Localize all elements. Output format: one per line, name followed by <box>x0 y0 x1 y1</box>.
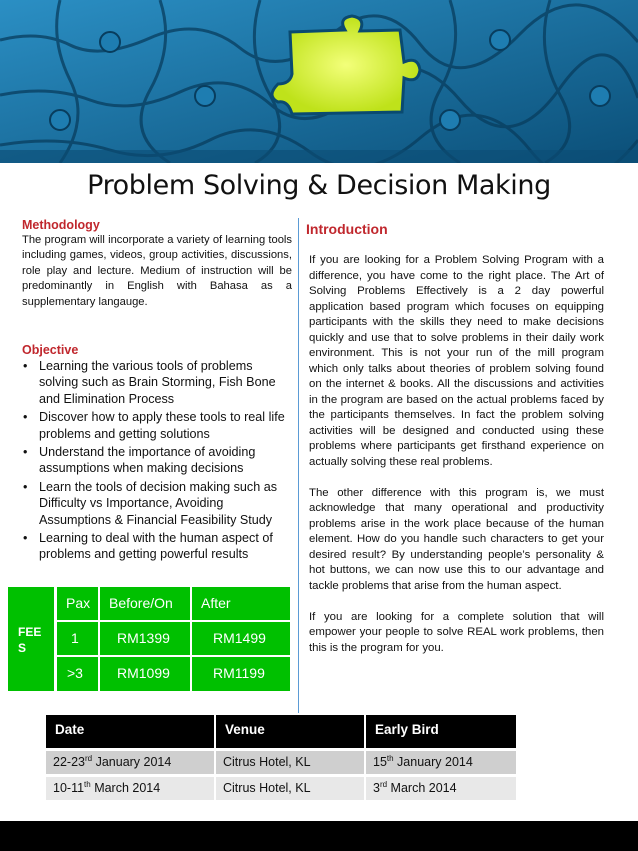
bullet-icon: • <box>23 479 28 494</box>
date-text: 22-23 <box>53 755 85 769</box>
fees-header-pax: Pax <box>57 587 98 620</box>
introduction-text <box>309 253 604 672</box>
list-item <box>22 530 290 563</box>
list-item <box>22 444 290 477</box>
page-title: Problem Solving & Decision Making <box>87 170 551 201</box>
bullet-icon: • <box>23 410 28 425</box>
objective-item-text: Learning the various tools of problems solving such as Brain Storming, Fish Bone and Elimination Process <box>39 359 276 406</box>
fees-cell: RM1099 <box>100 657 190 691</box>
early-bird-suffix: rd <box>379 779 388 789</box>
date-text: 10-11 <box>53 781 85 795</box>
schedule-venue-cell: Citrus Hotel, KL <box>216 751 364 774</box>
methodology-text: The program will incorporate a variety of learning tools including games, videos, group activities, discussions, role play and lecture. Medium of instruction will be predominantly in English with Bahasa as a supplementary langauge. <box>22 234 292 308</box>
bullet-icon: • <box>23 445 28 460</box>
intro-paragraph: The other difference with this program is, we must acknowledge that many operational and productivity problems arise in the work place because of the human element. How do you handle such characters to get your desired result? By understanding people’s personality & hot buttons, we can now use this to our advantage and tackle problems that arise from the human aspect. <box>309 486 604 592</box>
list-item <box>22 409 290 442</box>
early-bird-text: January 2014 <box>393 755 473 769</box>
fees-header-after: After <box>192 587 290 620</box>
intro-paragraph: If you are looking for a Problem Solving Program with a difference, you have come to the right place. The Art of Solving Problems Effectively is a 2 day powerful application based program which focuses on equipping participants with the skills they need to make decisions quickly and use that to solve problems in their daily work environment. This is not your run of the mill program which only talks about theories of problem solving found on the internet & books. All the discussions and activities in the program are based on the actual problems faced by the participants themselves. In fact the problem solving activities will be designed and conducted using these problems where participants get firsthand experience on actually solving these real problems. <box>309 254 604 468</box>
footer-bar <box>0 821 638 851</box>
fees-cell: RM1199 <box>192 657 290 691</box>
objective-item-text: Learning to deal with the human aspect of problems and getting powerful results <box>39 531 273 562</box>
intro-paragraph: If you are looking for a complete solution that will empower your people to solve REAL work problems, then this is the program for you. <box>309 610 604 654</box>
list-item <box>22 479 290 528</box>
fees-header-before: Before/On <box>100 587 190 620</box>
date-suffix: th <box>84 779 91 789</box>
schedule-header-date: Date <box>46 715 214 748</box>
methodology-heading: Methodology <box>22 218 100 232</box>
fees-cell: RM1399 <box>100 622 190 655</box>
fees-label <box>8 587 54 691</box>
objective-item-text: Learn the tools of decision making such as Difficulty vs Importance, Avoiding Assumptions & Financial Feasibility Study <box>39 479 278 527</box>
puzzle-banner <box>0 0 638 163</box>
schedule-header-early-bird: Early Bird <box>366 715 516 748</box>
early-bird-text: March 2014 <box>387 781 457 795</box>
schedule-header-venue: Venue <box>216 715 364 748</box>
schedule-early-bird-cell <box>366 751 516 774</box>
schedule-venue-cell: Citrus Hotel, KL <box>216 777 364 800</box>
puzzle-pieces-image <box>0 0 638 163</box>
objective-list <box>22 358 290 565</box>
objective-item-text: Discover how to apply these tools to real life problems and getting solutions <box>39 410 285 441</box>
methodology-section <box>22 218 292 310</box>
list-item <box>22 358 290 407</box>
fees-cell: >3 <box>57 657 98 691</box>
date-text: March 2014 <box>90 781 161 795</box>
date-text: January 2014 <box>92 755 172 769</box>
schedule-early-bird-cell <box>366 777 516 800</box>
objective-item-text: Understand the importance of avoiding assumptions when making decisions <box>39 445 256 476</box>
bullet-icon: • <box>23 531 28 546</box>
early-bird-suffix: th <box>386 753 394 763</box>
column-divider <box>298 218 299 713</box>
early-bird-text: 15 <box>373 755 387 769</box>
objective-heading: Objective <box>22 343 79 357</box>
fees-table <box>8 587 290 691</box>
fees-cell: RM1499 <box>192 622 290 655</box>
schedule-date-cell <box>46 777 214 800</box>
schedule-date-cell <box>46 751 214 774</box>
fees-label-line: S <box>18 641 27 655</box>
date-suffix: rd <box>84 753 93 763</box>
fees-cell: 1 <box>57 622 98 655</box>
bullet-icon: • <box>23 359 28 373</box>
early-bird-text: 3 <box>373 781 380 795</box>
introduction-heading: Introduction <box>306 221 388 237</box>
fees-label-line: FEE <box>18 625 42 639</box>
